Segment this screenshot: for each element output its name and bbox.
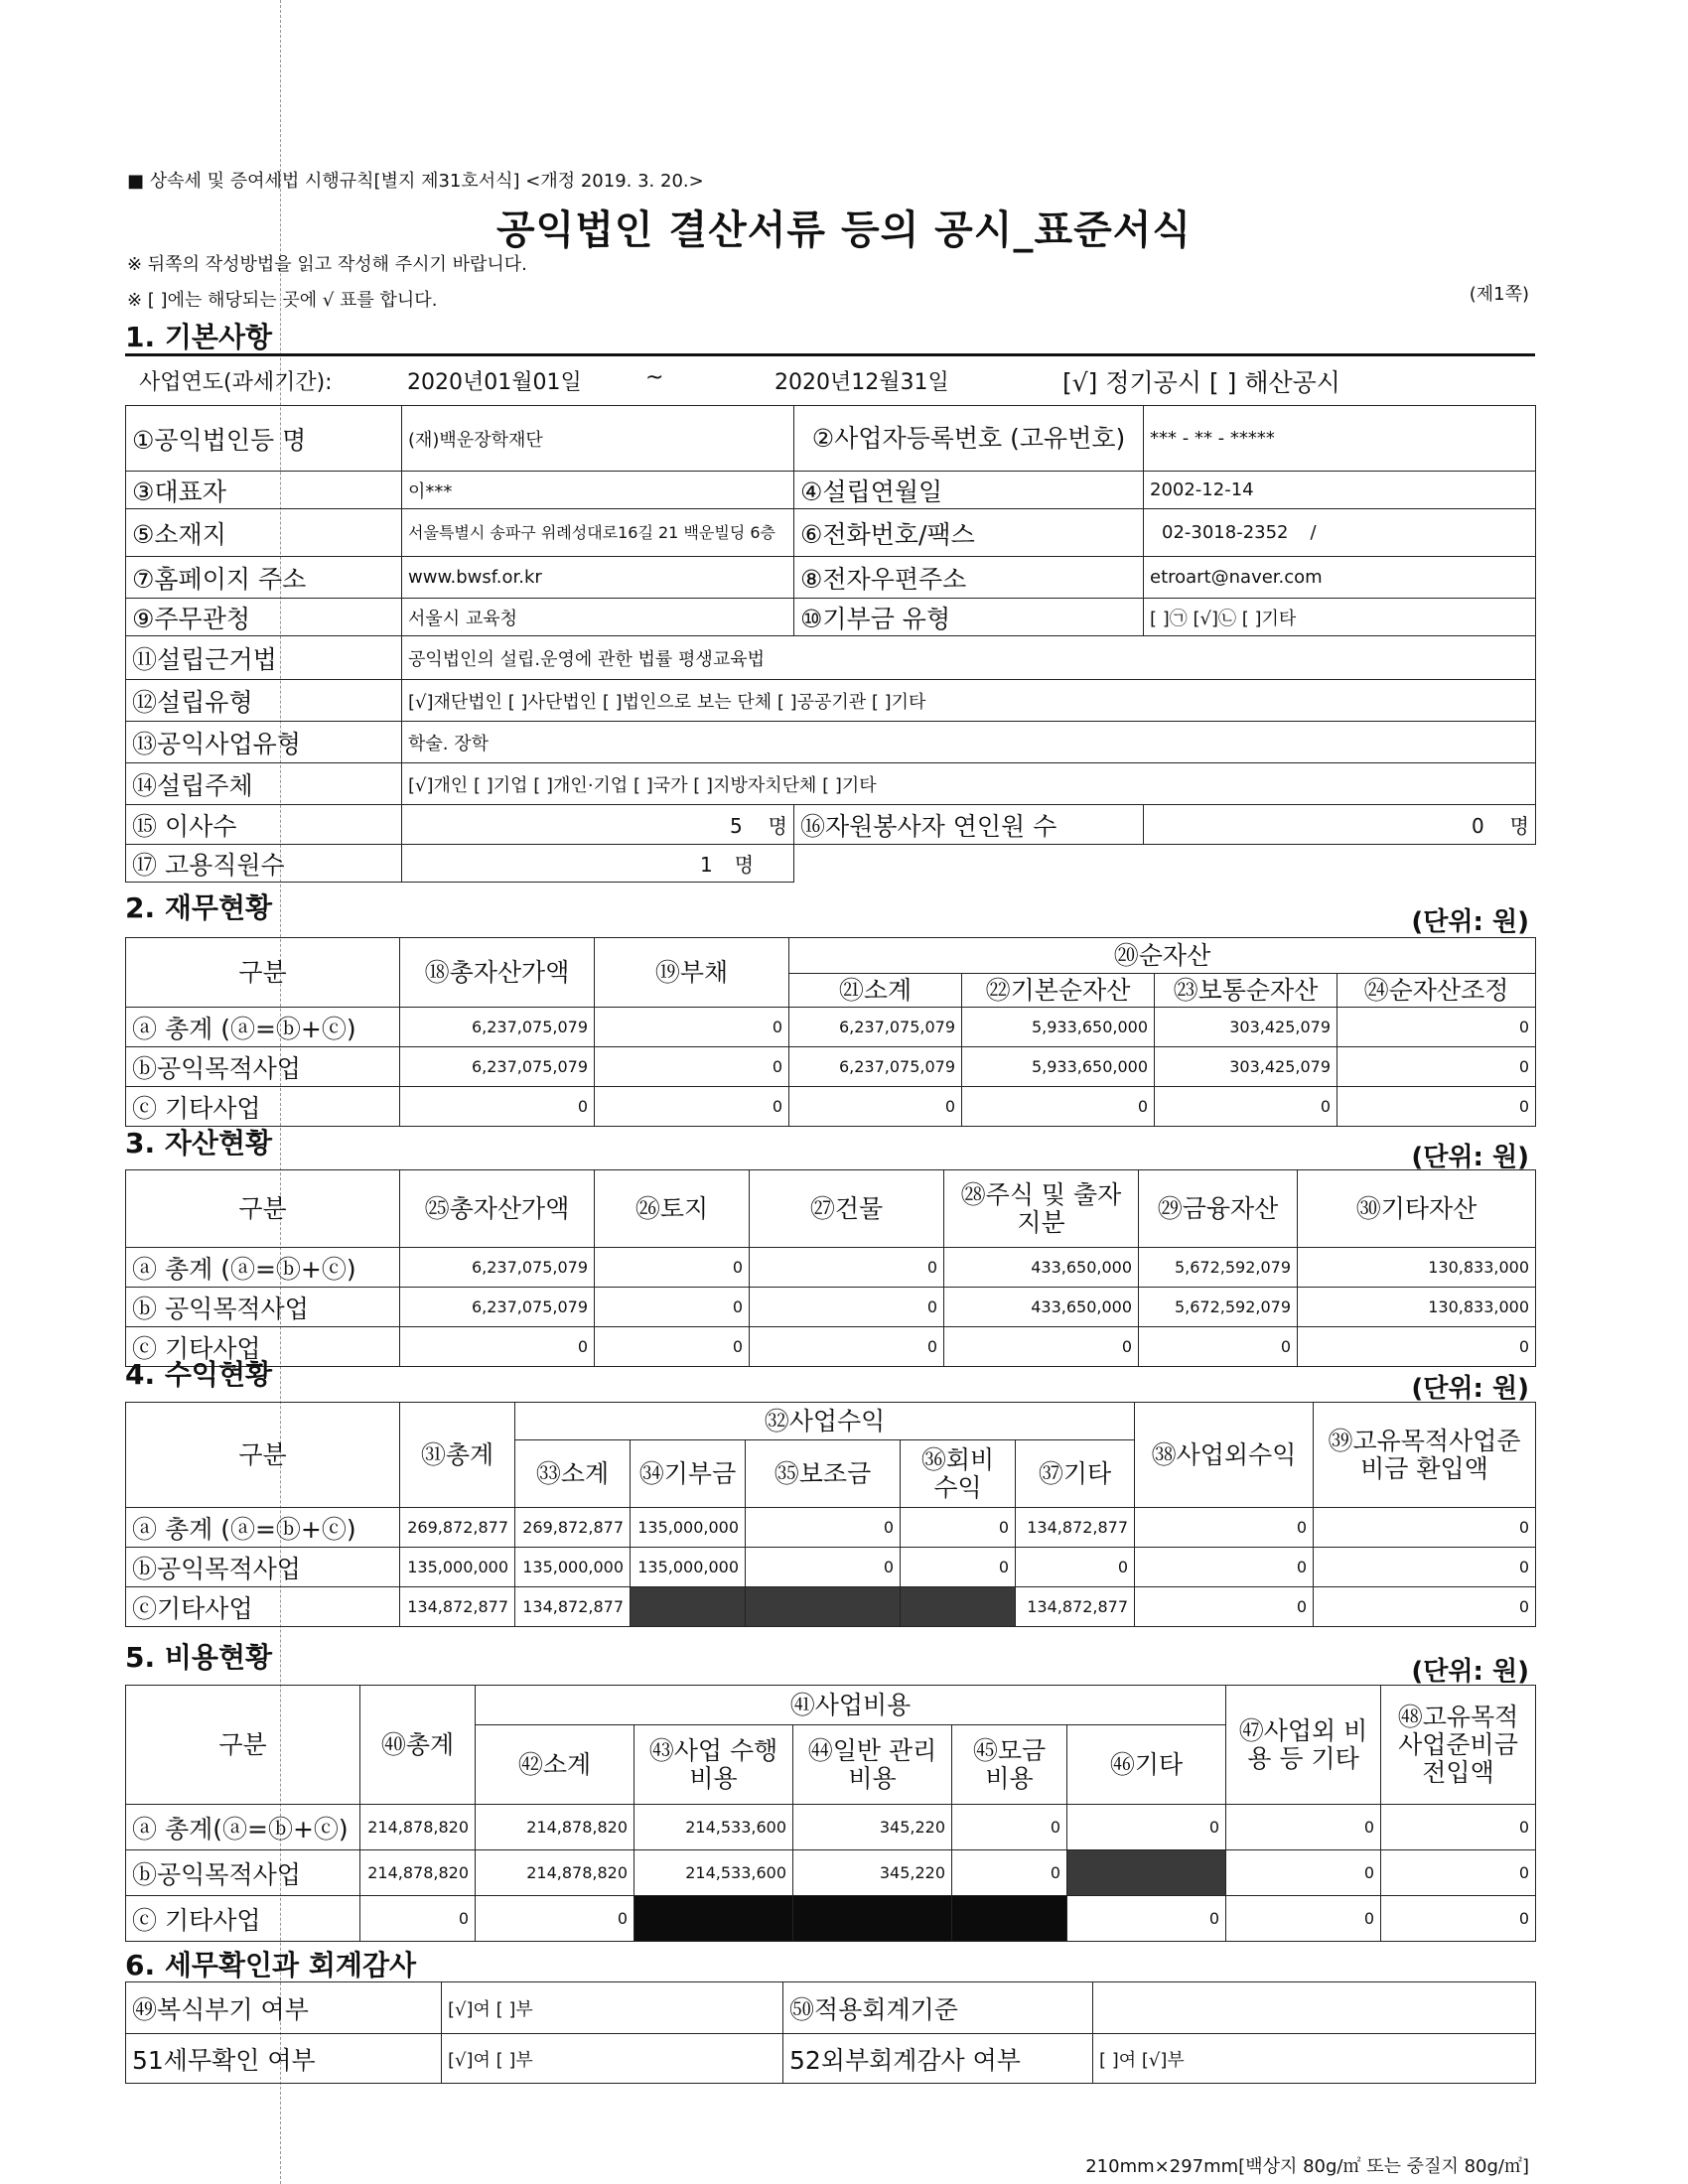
asset-cell: 0 <box>750 1327 944 1367</box>
exp-cell-shaded <box>1067 1850 1226 1896</box>
inc-cell: 0 <box>1314 1587 1536 1627</box>
exp-row-total: ⓐ 총계(ⓐ=ⓑ+ⓒ) <box>126 1805 360 1850</box>
founded-label: ④설립연월일 <box>794 472 1144 509</box>
bookkeeping-label: ㊾복식부기 여부 <box>126 1982 442 2034</box>
asset-cell: 6,237,075,079 <box>400 1288 595 1327</box>
business-type: 학술. 장학 <box>402 722 1536 763</box>
volunteers-unit: 명 <box>1509 814 1529 838</box>
exp-cell-blacked <box>634 1896 793 1942</box>
directors-unit: 명 <box>768 814 787 838</box>
fin-cell: 0 <box>1337 1047 1536 1087</box>
inc-cell: 269,872,877 <box>515 1508 631 1548</box>
exp-row-public: ⓑ공익목적사업 <box>126 1850 360 1896</box>
unit-label-5: (단위: 원) <box>1411 1657 1529 1687</box>
exp-cell: 214,878,820 <box>476 1805 634 1850</box>
instruction-note-1: ※ 뒤쪽의 작성방법을 읽고 작성해 주시기 바랍니다. <box>127 254 527 275</box>
exp-row-other: ⓒ 기타사업 <box>126 1896 360 1942</box>
phone-separator: / <box>1310 522 1317 543</box>
period-end: 2020년12월31일 <box>774 370 949 395</box>
taxcheck-value: [√]여 [ ]부 <box>442 2034 783 2084</box>
employees-count: 1 <box>700 853 713 877</box>
inc-row-other: ⓒ기타사업 <box>126 1587 400 1627</box>
finance-table <box>125 937 1536 1127</box>
addr-label: ⑤소재지 <box>126 509 402 557</box>
exp-cell: 0 <box>360 1896 476 1942</box>
fin-row-total: ⓐ 총계 (ⓐ=ⓑ+ⓒ) <box>126 1008 400 1047</box>
exp-cell: 214,533,600 <box>634 1850 793 1896</box>
volunteers-label: ⑯자원봉사자 연인원 수 <box>794 805 1144 845</box>
exp-h-etc: ㊻기타 <box>1067 1725 1226 1805</box>
asset-cell: 130,833,000 <box>1298 1248 1536 1288</box>
asset-cell: 433,650,000 <box>944 1288 1139 1327</box>
inc-cell: 135,000,000 <box>515 1548 631 1587</box>
homepage: www.bwsf.or.kr <box>402 557 794 599</box>
section-4-title: 4. 수익현황 <box>125 1358 273 1391</box>
asset-cell: 0 <box>595 1327 750 1367</box>
fin-cell: 6,237,075,079 <box>400 1047 595 1087</box>
exp-cell: 0 <box>952 1805 1067 1850</box>
asset-h-building: ㉗건물 <box>750 1170 944 1248</box>
basic-info-table <box>125 405 1536 883</box>
disclosure-type: [√] 정기공시 [ ] 해산공시 <box>1062 368 1340 397</box>
fin-cell: 0 <box>1155 1087 1337 1127</box>
fin-row-other: ⓒ 기타사업 <box>126 1087 400 1127</box>
phone-label: ⑥전화번호/팩스 <box>794 509 1144 557</box>
asset-h-total: ㉕총자산가액 <box>400 1170 595 1248</box>
section-1-rule <box>125 353 1535 356</box>
section-6-title: 6. 세무확인과 회계감사 <box>125 1949 417 1981</box>
exp-gubun: 구분 <box>126 1686 360 1805</box>
page-number: (제1쪽) <box>1469 284 1529 305</box>
fin-cell: 0 <box>595 1087 789 1127</box>
inc-cell: 134,872,877 <box>1016 1587 1135 1627</box>
inc-h-subsidy: ㉟보조금 <box>746 1440 901 1508</box>
exp-cell: 214,878,820 <box>476 1850 634 1896</box>
exp-cell: 0 <box>1226 1896 1381 1942</box>
exp-h-sub: ㊷소계 <box>476 1725 634 1805</box>
fin-row-public: ⓑ공익목적사업 <box>126 1047 400 1087</box>
period-tilde: ~ <box>645 365 664 390</box>
authority: 서울시 교육청 <box>402 599 794 636</box>
inc-row-total: ⓐ 총계 (ⓐ=ⓑ+ⓒ) <box>126 1508 400 1548</box>
asset-cell: 0 <box>595 1288 750 1327</box>
period-start: 2020년01월01일 <box>407 370 582 395</box>
fin-cell: 5,933,650,000 <box>962 1047 1155 1087</box>
inc-cell: 0 <box>1135 1508 1314 1548</box>
exp-cell: 345,220 <box>793 1850 952 1896</box>
inc-cell: 269,872,877 <box>400 1508 515 1548</box>
exp-cell: 0 <box>1381 1805 1536 1850</box>
asset-gubun: 구분 <box>126 1170 400 1248</box>
section-5-title: 5. 비용현황 <box>125 1641 273 1674</box>
exp-h-fund: ㊺모금 비용 <box>952 1725 1067 1805</box>
fin-h-debt: ⑲부채 <box>595 938 789 1008</box>
rep-label: ③대표자 <box>126 472 402 509</box>
bizno-label: ②사업자등록번호 (고유번호) <box>794 406 1144 472</box>
exp-cell: 0 <box>1381 1850 1536 1896</box>
fin-cell: 6,237,075,079 <box>400 1008 595 1047</box>
fin-cell: 303,425,079 <box>1155 1008 1337 1047</box>
fin-cell: 6,237,075,079 <box>789 1047 962 1087</box>
page-title: 공익법인 결산서류 등의 공시_표준서식 <box>495 207 1193 253</box>
founded-date: 2002-12-14 <box>1144 472 1536 509</box>
inc-cell: 0 <box>1135 1548 1314 1587</box>
inc-cell: 135,000,000 <box>400 1548 515 1587</box>
exp-cell: 0 <box>1067 1805 1226 1850</box>
exp-h-total: ㊵총계 <box>360 1686 476 1805</box>
standard-value <box>1093 1982 1536 2034</box>
asset-cell: 130,833,000 <box>1298 1288 1536 1327</box>
email-label: ⑧전자우편주소 <box>794 557 1144 599</box>
asset-row-total: ⓐ 총계 (ⓐ=ⓑ+ⓒ) <box>126 1248 400 1288</box>
asset-cell: 0 <box>750 1288 944 1327</box>
audit-table <box>125 1981 1536 2084</box>
asset-cell: 433,650,000 <box>944 1248 1139 1288</box>
fin-cell: 6,237,075,079 <box>789 1008 962 1047</box>
exp-cell: 0 <box>1381 1896 1536 1942</box>
founding-type: [√]재단법인 [ ]사단법인 [ ]법인으로 보는 단체 [ ]공공기관 [ ]기타 <box>402 680 1536 722</box>
inc-cell: 134,872,877 <box>1016 1508 1135 1548</box>
asset-h-stock: ㉘주식 및 출자지분 <box>944 1170 1139 1248</box>
inc-h-reserve: ㊴고유목적사업준비금 환입액 <box>1314 1403 1536 1508</box>
external-audit-label: 52외부회계감사 여부 <box>783 2034 1093 2084</box>
inc-cell: 0 <box>746 1508 901 1548</box>
fin-cell: 0 <box>962 1087 1155 1127</box>
founder-type: [√]개인 [ ]기업 [ ]개인·기업 [ ]국가 [ ]지방자치단체 [ ]기타 <box>402 763 1536 805</box>
asset-h-financial: ㉙금융자산 <box>1139 1170 1298 1248</box>
exp-h-reserve: ㊽고유목적 사업준비금전입액 <box>1381 1686 1536 1805</box>
instruction-note-2: ※ [ ]에는 해당되는 곳에 √ 표를 합니다. <box>127 290 438 311</box>
inc-h-biz: ㉜사업수익 <box>515 1403 1135 1440</box>
exp-cell: 0 <box>1226 1805 1381 1850</box>
unit-label-4: (단위: 원) <box>1411 1374 1529 1404</box>
paper-spec-footer: 210mm×297mm[백상지 80g/㎡ 또는 중질지 80g/㎡] <box>1085 2156 1529 2177</box>
exp-cell: 214,878,820 <box>360 1805 476 1850</box>
inc-h-nonbiz: ㊳사업외수익 <box>1135 1403 1314 1508</box>
address: 서울특별시 송파구 위례성대로16길 21 백운빌딩 6층 <box>402 509 794 557</box>
asset-cell: 0 <box>750 1248 944 1288</box>
standard-label: ㊿적용회계기준 <box>783 1982 1093 2034</box>
inc-cell: 0 <box>901 1508 1016 1548</box>
inc-cell: 135,000,000 <box>631 1548 746 1587</box>
asset-cell: 5,672,592,079 <box>1139 1288 1298 1327</box>
inc-h-etc: ㊲기타 <box>1016 1440 1135 1508</box>
fin-gubun: 구분 <box>126 938 400 1008</box>
employees-unit: 명 <box>734 853 755 877</box>
inc-cell: 0 <box>901 1548 1016 1587</box>
exp-cell: 345,220 <box>793 1805 952 1850</box>
exp-h-nonbiz: ㊼사업외 비용 등 기타 <box>1226 1686 1381 1805</box>
phone: 02-3018-2352 <box>1162 522 1289 543</box>
unit-label-2: (단위: 원) <box>1411 907 1529 937</box>
exp-h-biz: ㊶사업비용 <box>476 1686 1226 1725</box>
taxcheck-label: 51세무확인 여부 <box>126 2034 442 2084</box>
asset-cell: 0 <box>595 1248 750 1288</box>
inc-cell: 0 <box>1016 1548 1135 1587</box>
inc-cell: 0 <box>1314 1548 1536 1587</box>
section-2-title: 2. 재무현황 <box>125 891 273 924</box>
founder-label: ⑭설립주체 <box>126 763 402 805</box>
asset-row-public: ⓑ 공익목적사업 <box>126 1288 400 1327</box>
donation-label: ⑩기부금 유형 <box>794 599 1144 636</box>
assets-table <box>125 1169 1536 1367</box>
volunteers-count: 0 <box>1471 814 1484 838</box>
fin-h-ordinary: ㉓보통순자산 <box>1155 974 1337 1008</box>
fin-h-basic: ㉒기본순자산 <box>962 974 1155 1008</box>
directors-label: ⑮ 이사수 <box>126 805 402 845</box>
home-label: ⑦홈페이지 주소 <box>126 557 402 599</box>
income-table <box>125 1402 1536 1627</box>
asset-cell: 0 <box>944 1327 1139 1367</box>
section-3-title: 3. 자산현황 <box>125 1127 273 1160</box>
inc-h-total: ㉛총계 <box>400 1403 515 1508</box>
fin-cell: 303,425,079 <box>1155 1047 1337 1087</box>
fin-h-sub: ㉑소계 <box>789 974 962 1008</box>
exp-h-perform: ㊸사업 수행비용 <box>634 1725 793 1805</box>
external-audit-value: [ ]여 [√]부 <box>1093 2034 1536 2084</box>
section-1-title: 1. 기본사항 <box>125 321 273 353</box>
bizno: *** - ** - ***** <box>1144 406 1536 472</box>
inc-cell: 134,872,877 <box>400 1587 515 1627</box>
asset-row-other: ⓒ 기타사업 <box>126 1327 400 1367</box>
fin-cell: 5,933,650,000 <box>962 1008 1155 1047</box>
biztype-label: ⑬공익사업유형 <box>126 722 402 763</box>
employees-label: ⑰ 고용직원수 <box>126 845 402 883</box>
inc-cell: 134,872,877 <box>515 1587 631 1627</box>
inc-cell-shaded <box>631 1587 746 1627</box>
asset-h-etc: ㉚기타자산 <box>1298 1170 1536 1248</box>
fin-h-net: ⑳순자산 <box>789 938 1536 974</box>
inc-cell: 0 <box>1314 1508 1536 1548</box>
inc-h-fee: ㊱회비 수익 <box>901 1440 1016 1508</box>
inc-gubun: 구분 <box>126 1403 400 1508</box>
asset-h-land: ㉖토지 <box>595 1170 750 1248</box>
exp-cell: 0 <box>1226 1850 1381 1896</box>
org-name: (재)백운장학재단 <box>402 406 794 472</box>
bookkeeping-value: [√]여 [ ]부 <box>442 1982 783 2034</box>
inc-row-public: ⓑ공익목적사업 <box>126 1548 400 1587</box>
asset-cell: 0 <box>1139 1327 1298 1367</box>
inc-h-sub: ㉝소계 <box>515 1440 631 1508</box>
inc-cell: 0 <box>1135 1587 1314 1627</box>
period-label: 사업연도(과세기간): <box>139 370 333 395</box>
exp-cell-blacked <box>952 1896 1067 1942</box>
email: etroart@naver.com <box>1144 557 1536 599</box>
exp-cell-blacked <box>793 1896 952 1942</box>
inc-cell: 135,000,000 <box>631 1508 746 1548</box>
unit-label-3: (단위: 원) <box>1411 1143 1529 1172</box>
exp-h-admin: ㊹일반 관리비용 <box>793 1725 952 1805</box>
fin-cell: 0 <box>400 1087 595 1127</box>
auth-label: ⑨주무관청 <box>126 599 402 636</box>
law-label: ⑪설립근거법 <box>126 636 402 680</box>
regulation-header: ■ 상속세 및 증여세법 시행규칙[별지 제31호서식] <개정 2019. 3. 20.> <box>127 171 704 192</box>
expense-table <box>125 1685 1536 1942</box>
inc-h-donation: ㉞기부금 <box>631 1440 746 1508</box>
asset-cell: 0 <box>1298 1327 1536 1367</box>
type-label: ⑫설립유형 <box>126 680 402 722</box>
founding-law: 공익법인의 설립.운영에 관한 법률 평생교육법 <box>402 636 1536 680</box>
donation-type: [ ]㉠ [√]㉡ [ ]기타 <box>1144 599 1536 636</box>
fin-cell: 0 <box>595 1008 789 1047</box>
fin-cell: 0 <box>1337 1008 1536 1047</box>
name-label: ①공익법인등 명 <box>126 406 402 472</box>
inc-cell-shaded <box>746 1587 901 1627</box>
asset-cell: 5,672,592,079 <box>1139 1248 1298 1288</box>
fin-h-adjust: ㉔순자산조정 <box>1337 974 1536 1008</box>
inc-cell-shaded <box>901 1587 1016 1627</box>
fin-h-total-assets: ⑱총자산가액 <box>400 938 595 1008</box>
exp-cell: 214,878,820 <box>360 1850 476 1896</box>
asset-cell: 6,237,075,079 <box>400 1248 595 1288</box>
exp-cell: 214,533,600 <box>634 1805 793 1850</box>
inc-cell: 0 <box>746 1548 901 1587</box>
rep-name: 이*** <box>402 472 794 509</box>
fin-cell: 0 <box>1337 1087 1536 1127</box>
fin-cell: 0 <box>595 1047 789 1087</box>
exp-cell: 0 <box>476 1896 634 1942</box>
exp-cell: 0 <box>1067 1896 1226 1942</box>
asset-cell: 0 <box>400 1327 595 1367</box>
exp-cell: 0 <box>952 1850 1067 1896</box>
fin-cell: 0 <box>789 1087 962 1127</box>
directors-count: 5 <box>729 814 743 838</box>
